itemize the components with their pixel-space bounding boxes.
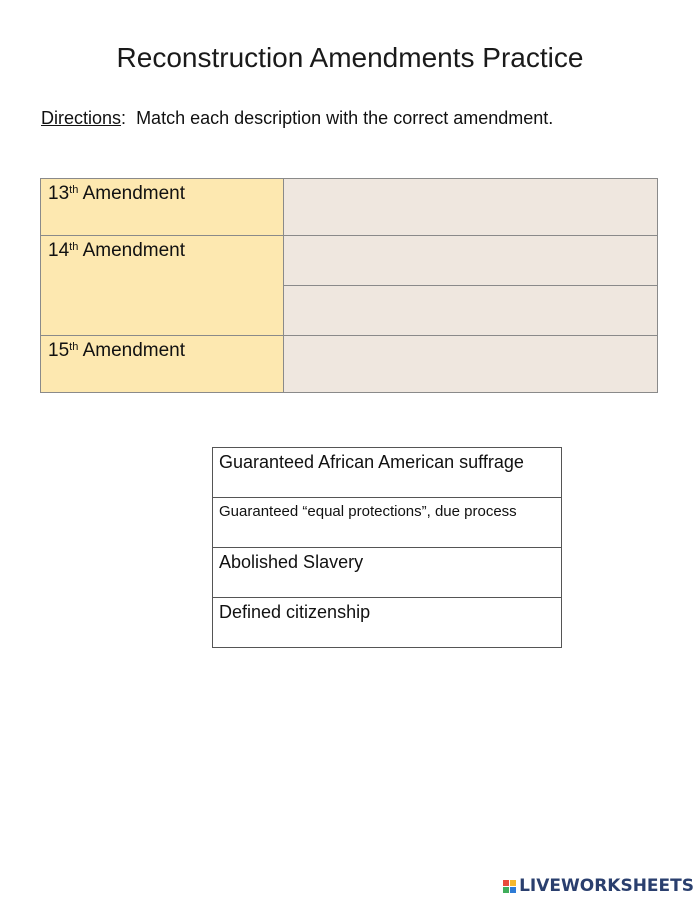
directions-label: Directions [41, 108, 122, 128]
page-title: Reconstruction Amendments Practice [116, 42, 584, 73]
amendment-13-label: 13th Amendment [41, 179, 284, 236]
directions [41, 108, 553, 129]
matching-table [40, 178, 658, 393]
directions-text: Match each description with the correct amendment. [136, 108, 554, 128]
drop-zone-14-b[interactable] [284, 285, 658, 335]
logo-square-2 [510, 880, 516, 886]
description-suffrage[interactable]: Guaranteed African American suffrage [213, 448, 562, 498]
amendment-15-label: 15th Amendment [41, 336, 284, 393]
logo-text: LIVEWORKSHEETS [519, 876, 694, 896]
logo-square-3 [503, 887, 509, 893]
directions-separator: : [121, 108, 127, 128]
description-bank [212, 447, 562, 648]
drop-zone-13[interactable] [284, 179, 658, 236]
description-equal-protection[interactable]: Guaranteed “equal protections”, due process [213, 498, 562, 548]
amendment-14-label: 14th Amendment [41, 235, 284, 336]
logo-square-1 [503, 880, 509, 886]
liveworksheets-logo [503, 876, 694, 896]
description-abolished-slavery[interactable]: Abolished Slavery [213, 548, 562, 598]
drop-zone-14-a[interactable] [284, 235, 658, 285]
logo-square-4 [510, 887, 516, 893]
description-citizenship[interactable]: Defined citizenship [213, 598, 562, 648]
drop-zone-15[interactable] [284, 336, 658, 393]
logo-mark-icon [503, 880, 516, 893]
